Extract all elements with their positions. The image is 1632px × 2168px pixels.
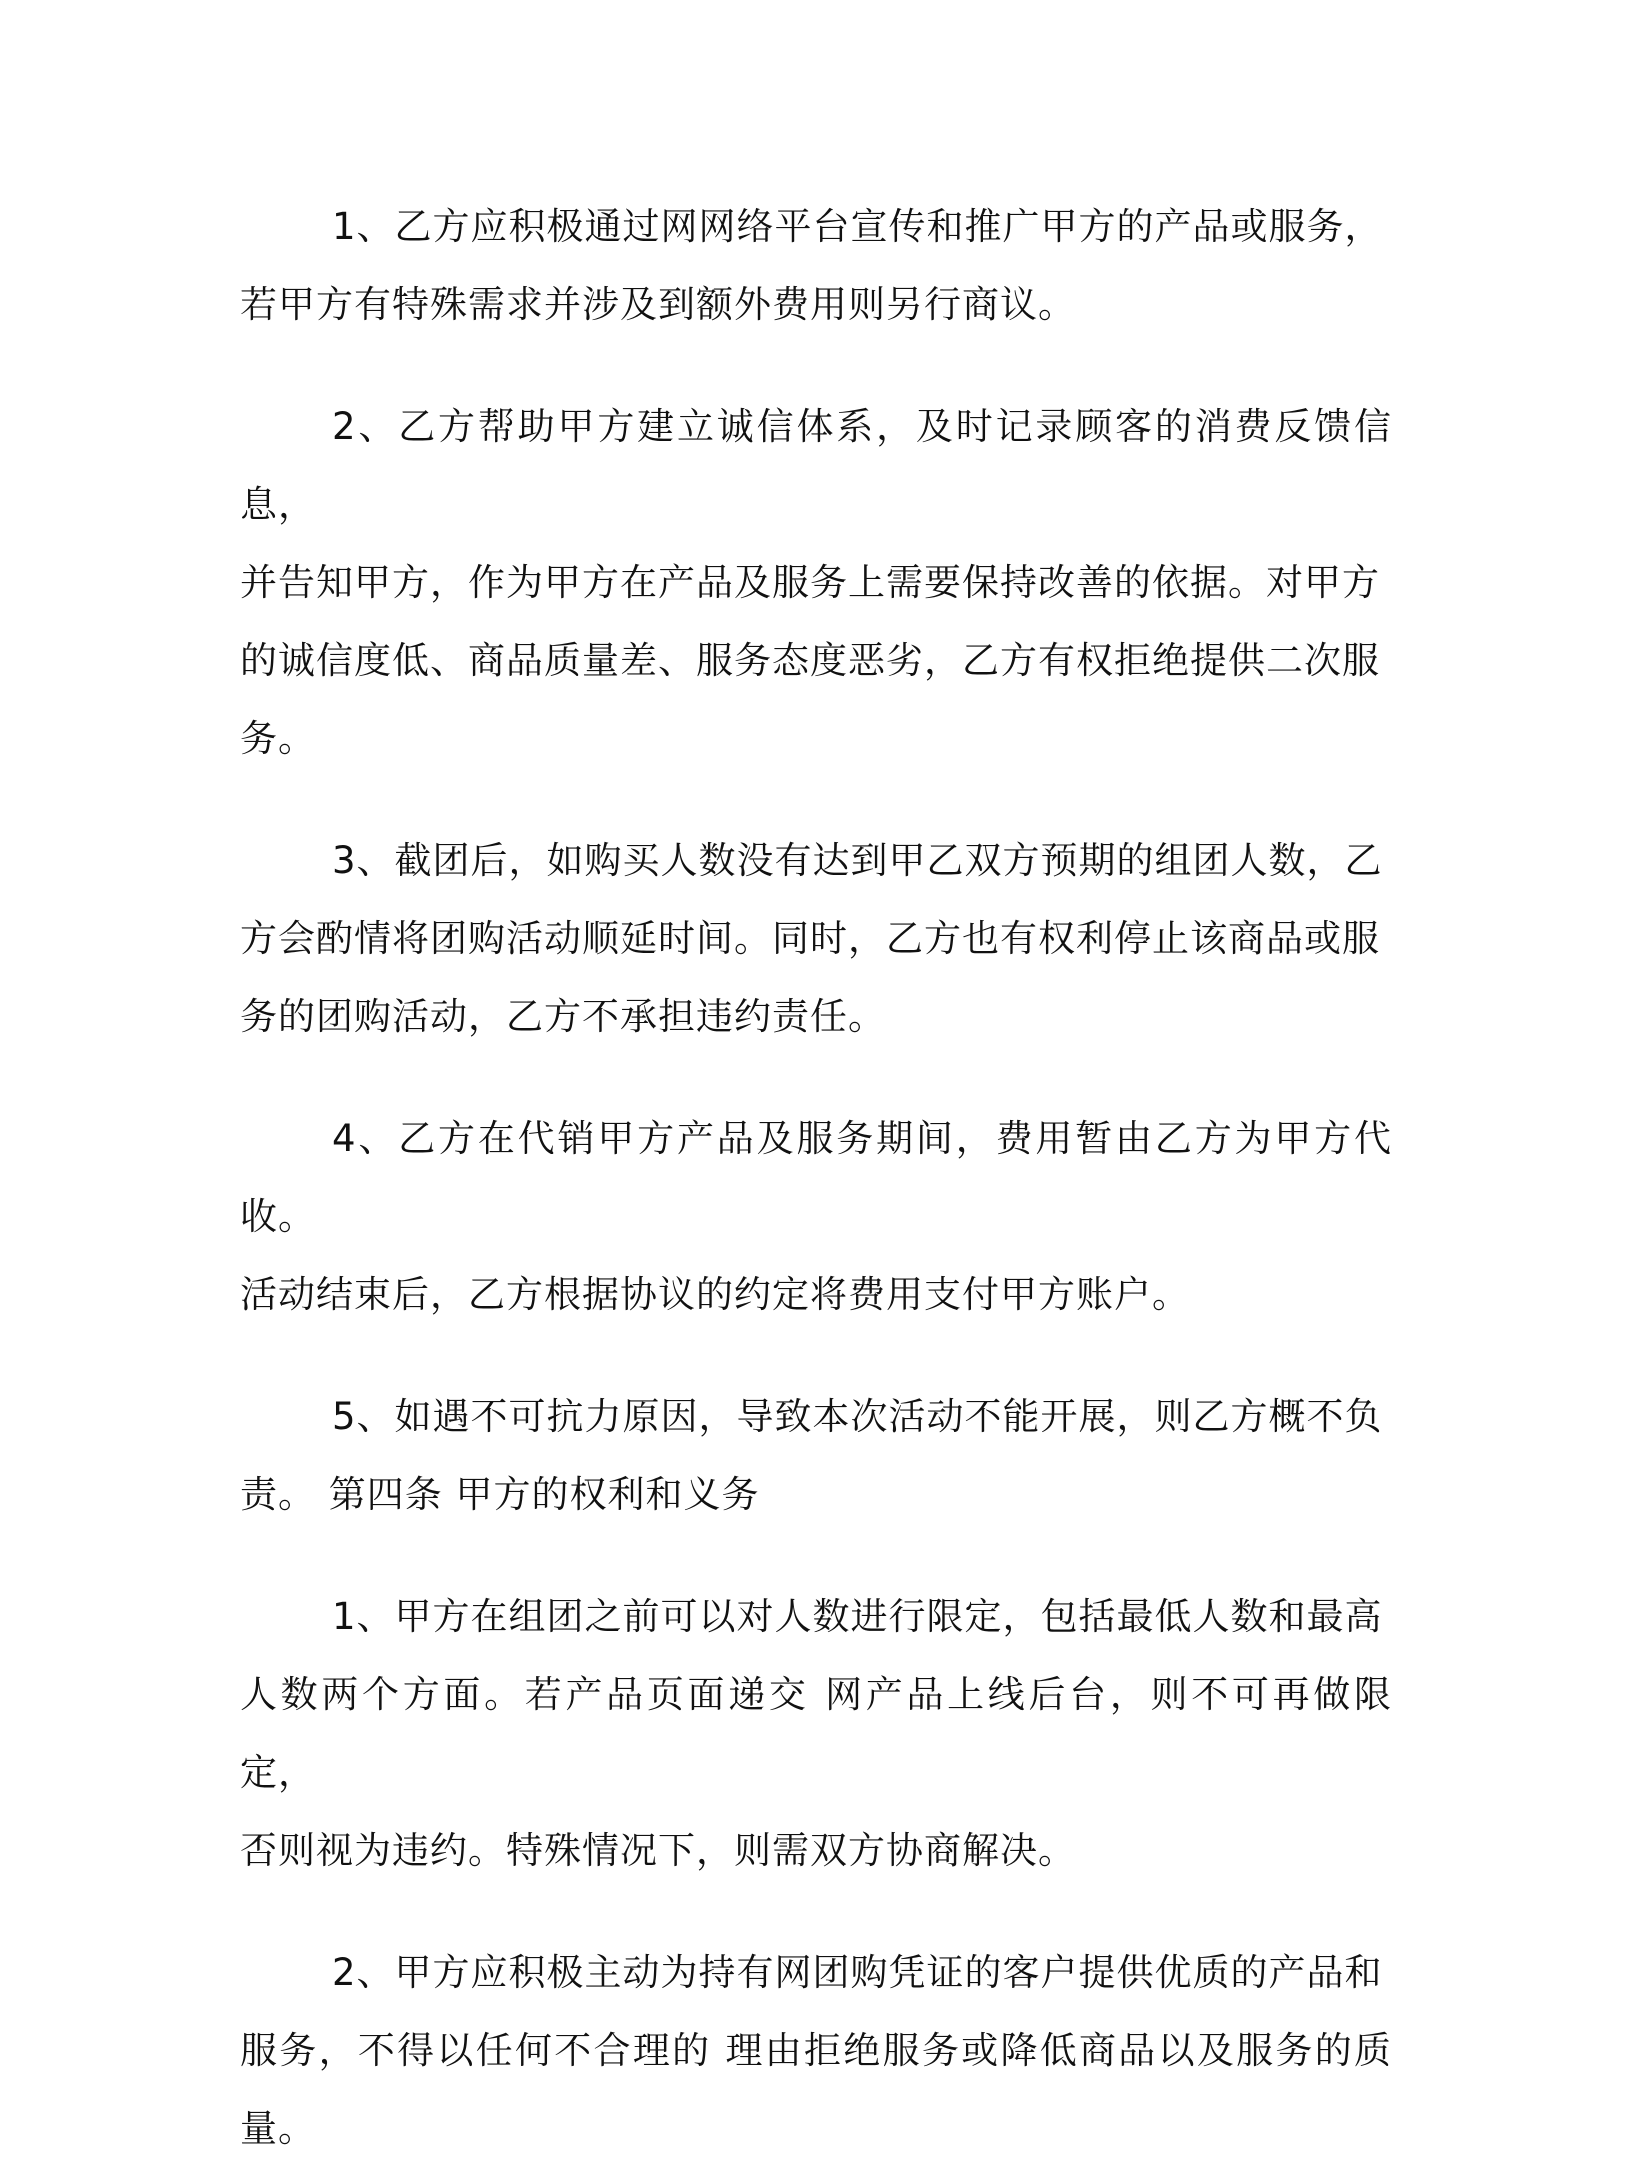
text-line: 服务，不得以任何不合理的 理由拒绝服务或降低商品以及服务的质量。 [240, 2029, 1392, 2150]
paragraph-2 [240, 388, 1392, 778]
paragraph-4 [240, 1100, 1392, 1334]
paragraph-3 [240, 822, 1392, 1056]
text-line: 人数两个方面。若产品页面递交 网产品上线后台，则不可再做限定， [240, 1673, 1392, 1794]
text-line: 的诚信度低、商品质量差、服务态度恶劣，乙方有权拒绝提供二次服 [240, 639, 1380, 682]
text-line: 5、如遇不可抗力原因，导致本次活动不能开展，则乙方概不负 [332, 1395, 1383, 1438]
paragraph-6 [240, 1578, 1392, 1890]
paragraph-5 [240, 1378, 1392, 1534]
text-line: 方会酌情将团购活动顺延时间。同时，乙方也有权利停止该商品或服 [240, 917, 1380, 960]
paragraph-7 [240, 1934, 1392, 2168]
text-line: 否则视为违约。特殊情况下，则需双方协商解决。 [240, 1829, 1076, 1872]
text-line: 活动结束后，乙方根据协议的约定将费用支付甲方账户。 [240, 1273, 1190, 1316]
text-line: 务的团购活动，乙方不承担违约责任。 [240, 995, 886, 1038]
paragraph-1 [240, 188, 1392, 344]
text-line: 2、乙方帮助甲方建立诚信体系，及时记录顾客的消费反馈信息， [240, 405, 1392, 526]
text-line: 务。 [240, 717, 316, 760]
text-line: 1、乙方应积极通过网网络平台宣传和推广甲方的产品或服务， [332, 205, 1383, 248]
text-line: 2、甲方应积极主动为持有网团购凭证的客户提供优质的产品和 [332, 1951, 1383, 1994]
text-line: 4、乙方在代销甲方产品及服务期间，费用暂由乙方为甲方代收。 [240, 1117, 1392, 1238]
text-line: 1、甲方在组团之前可以对人数进行限定，包括最低人数和最高 [332, 1595, 1383, 1638]
text-line: 并告知甲方，作为甲方在产品及服务上需要保持改善的依据。对甲方 [240, 561, 1380, 604]
text-line: 责。 第四条 甲方的权利和义务 [240, 1473, 760, 1516]
text-line: 若甲方有特殊需求并涉及到额外费用则另行商议。 [240, 283, 1076, 326]
text-line: 3、截团后，如购买人数没有达到甲乙双方预期的组团人数，乙 [332, 839, 1383, 882]
